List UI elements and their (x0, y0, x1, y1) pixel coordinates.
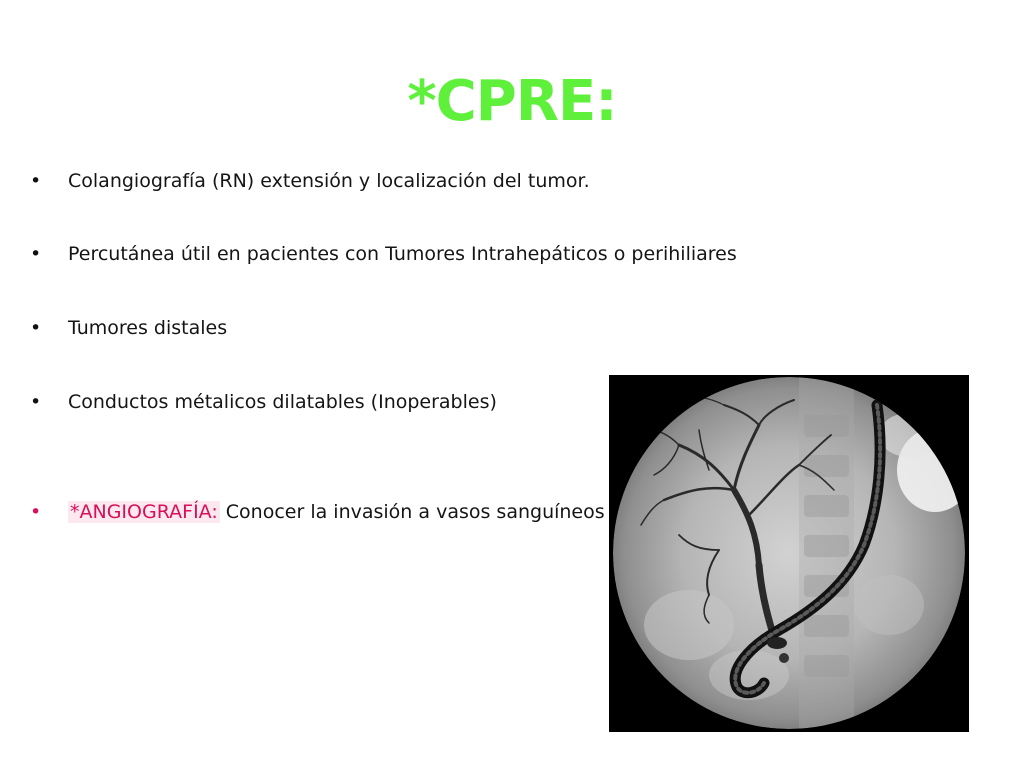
bullet-marker: • (30, 391, 42, 413)
bullet-marker: • (30, 317, 42, 339)
bullet-text: Percutánea útil en pacientes con Tumores Intrahepáticos o perihiliares (68, 243, 737, 265)
bullet-text (68, 497, 605, 527)
angiografia-highlight: *ANGIOGRAFÍA: (70, 501, 218, 523)
angiografia-text: Conocer la invasión a vasos sanguíneos (219, 501, 605, 523)
bullet-item (0, 239, 1024, 269)
bullet-text: Tumores distales (68, 317, 228, 339)
bullet-text: Conductos métalicos dilatables (Inoperables) (68, 391, 497, 413)
bullet-marker: • (30, 501, 42, 523)
xray-illustration (609, 375, 969, 732)
bullet-marker: • (30, 243, 42, 265)
cholangiography-xray-image (609, 375, 969, 732)
bullet-marker: • (30, 170, 42, 192)
slide-title: *CPRE: (407, 69, 617, 134)
bullet-item (0, 313, 1024, 343)
bullet-item (0, 166, 1024, 196)
bullet-text: Colangiografía (RN) extensión y localización del tumor. (68, 170, 590, 192)
